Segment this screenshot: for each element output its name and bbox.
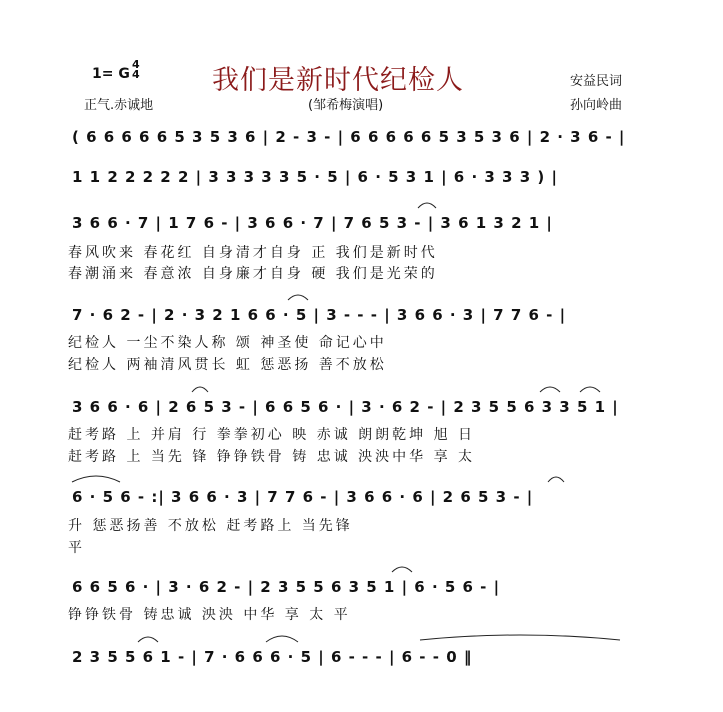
composer-credit: 孙向岭曲 — [570, 98, 623, 113]
slur-arc — [548, 477, 564, 482]
lyric-line-6-verse-2: 平 — [68, 540, 85, 556]
score-line-5: 3 6 6 · 6 | 2 6 5 3 - | 6 6 5 6 · | 3 · 6 2 - | 2 3 5 5 6 3 3 5 1 | — [72, 398, 619, 416]
slur-arc — [392, 567, 412, 572]
lyric-line-5-verse-2: 赶考路 上 当先 锋 铮铮铁骨 铸 忠诚 泱泱中华 享 太 — [68, 449, 476, 465]
score-line-8: 2 3 5 5 6 1 - | 7 · 6 6 6 · 5 | 6 - - - | 6 - - 0 ‖ — [72, 648, 473, 666]
slur-arc — [288, 295, 308, 300]
slur-arc — [138, 637, 158, 642]
lyric-line-3-verse-2: 春潮涌来 春意浓 自身廉才自身 硬 我们是光荣的 — [68, 266, 438, 282]
lyric-line-7-verse-1: 铮铮铁骨 铸忠诚 泱泱 中华 享 太 平 — [68, 607, 351, 623]
key-signature: 1= G — [92, 66, 130, 82]
lyric-line-4-verse-2: 纪检人 两袖清风贯长 虹 惩恶扬 善不放松 — [68, 357, 387, 373]
score-line-2: 1 1 2 2 2 2 2 | 3 3 3 3 3 5 · 5 | 6 · 5 3 1 | 6 · 3 3 3 ) | — [72, 168, 558, 186]
slur-arc — [418, 203, 436, 208]
score-line-1: ( 6 6 6 6 6 5 3 5 3 6 | 2 - 3 - | 6 6 6 6 6 5 3 5 3 6 | 2 · 3 6 - | — [72, 128, 626, 146]
slur-arc — [420, 635, 620, 640]
slur-arc — [72, 476, 120, 482]
performer-credit: (邹希梅演唱) — [308, 98, 384, 113]
lyric-line-4-verse-1: 纪检人 一尘不染人称 颂 神圣使 命记心中 — [68, 335, 387, 351]
score-line-6: 6 · 5 6 - :| 3 6 6 · 3 | 7 7 6 - | 3 6 6 · 6 | 2 6 5 3 - | — [72, 488, 534, 506]
score-line-4: 7 · 6 2 - | 2 · 3 2 1 6 6 · 5 | 3 - - - | 3 6 6 · 3 | 7 7 6 - | — [72, 306, 567, 324]
expression-marking: 正气.赤诚地 — [84, 98, 154, 113]
lyric-line-3-verse-1: 春风吹来 春花红 自身清才自身 正 我们是新时代 — [68, 245, 438, 261]
slur-arc — [540, 387, 560, 392]
lyric-line-5-verse-1: 赶考路 上 并肩 行 拳拳初心 映 赤诚 朗朗乾坤 旭 日 — [68, 427, 476, 443]
slur-arc — [266, 636, 298, 642]
time-signature-top: 4 — [132, 58, 140, 71]
slur-arc — [580, 387, 600, 392]
lyricist-credit: 安益民词 — [570, 74, 623, 89]
lyric-line-6-verse-1: 升 惩恶扬善 不放松 赶考路上 当先锋 — [68, 518, 353, 534]
score-line-3: 3 6 6 · 7 | 1 7 6 - | 3 6 6 · 7 | 7 6 5 3 - | 3 6 1 3 2 1 | — [72, 214, 553, 232]
score-line-7: 6 6 5 6 · | 3 · 6 2 - | 2 3 5 5 6 3 5 1 | 6 · 5 6 - | — [72, 578, 501, 596]
slur-arc — [192, 387, 208, 392]
page-title: 我们是新时代纪检人 — [212, 65, 464, 96]
time-signature-bottom: 4 — [132, 68, 140, 81]
